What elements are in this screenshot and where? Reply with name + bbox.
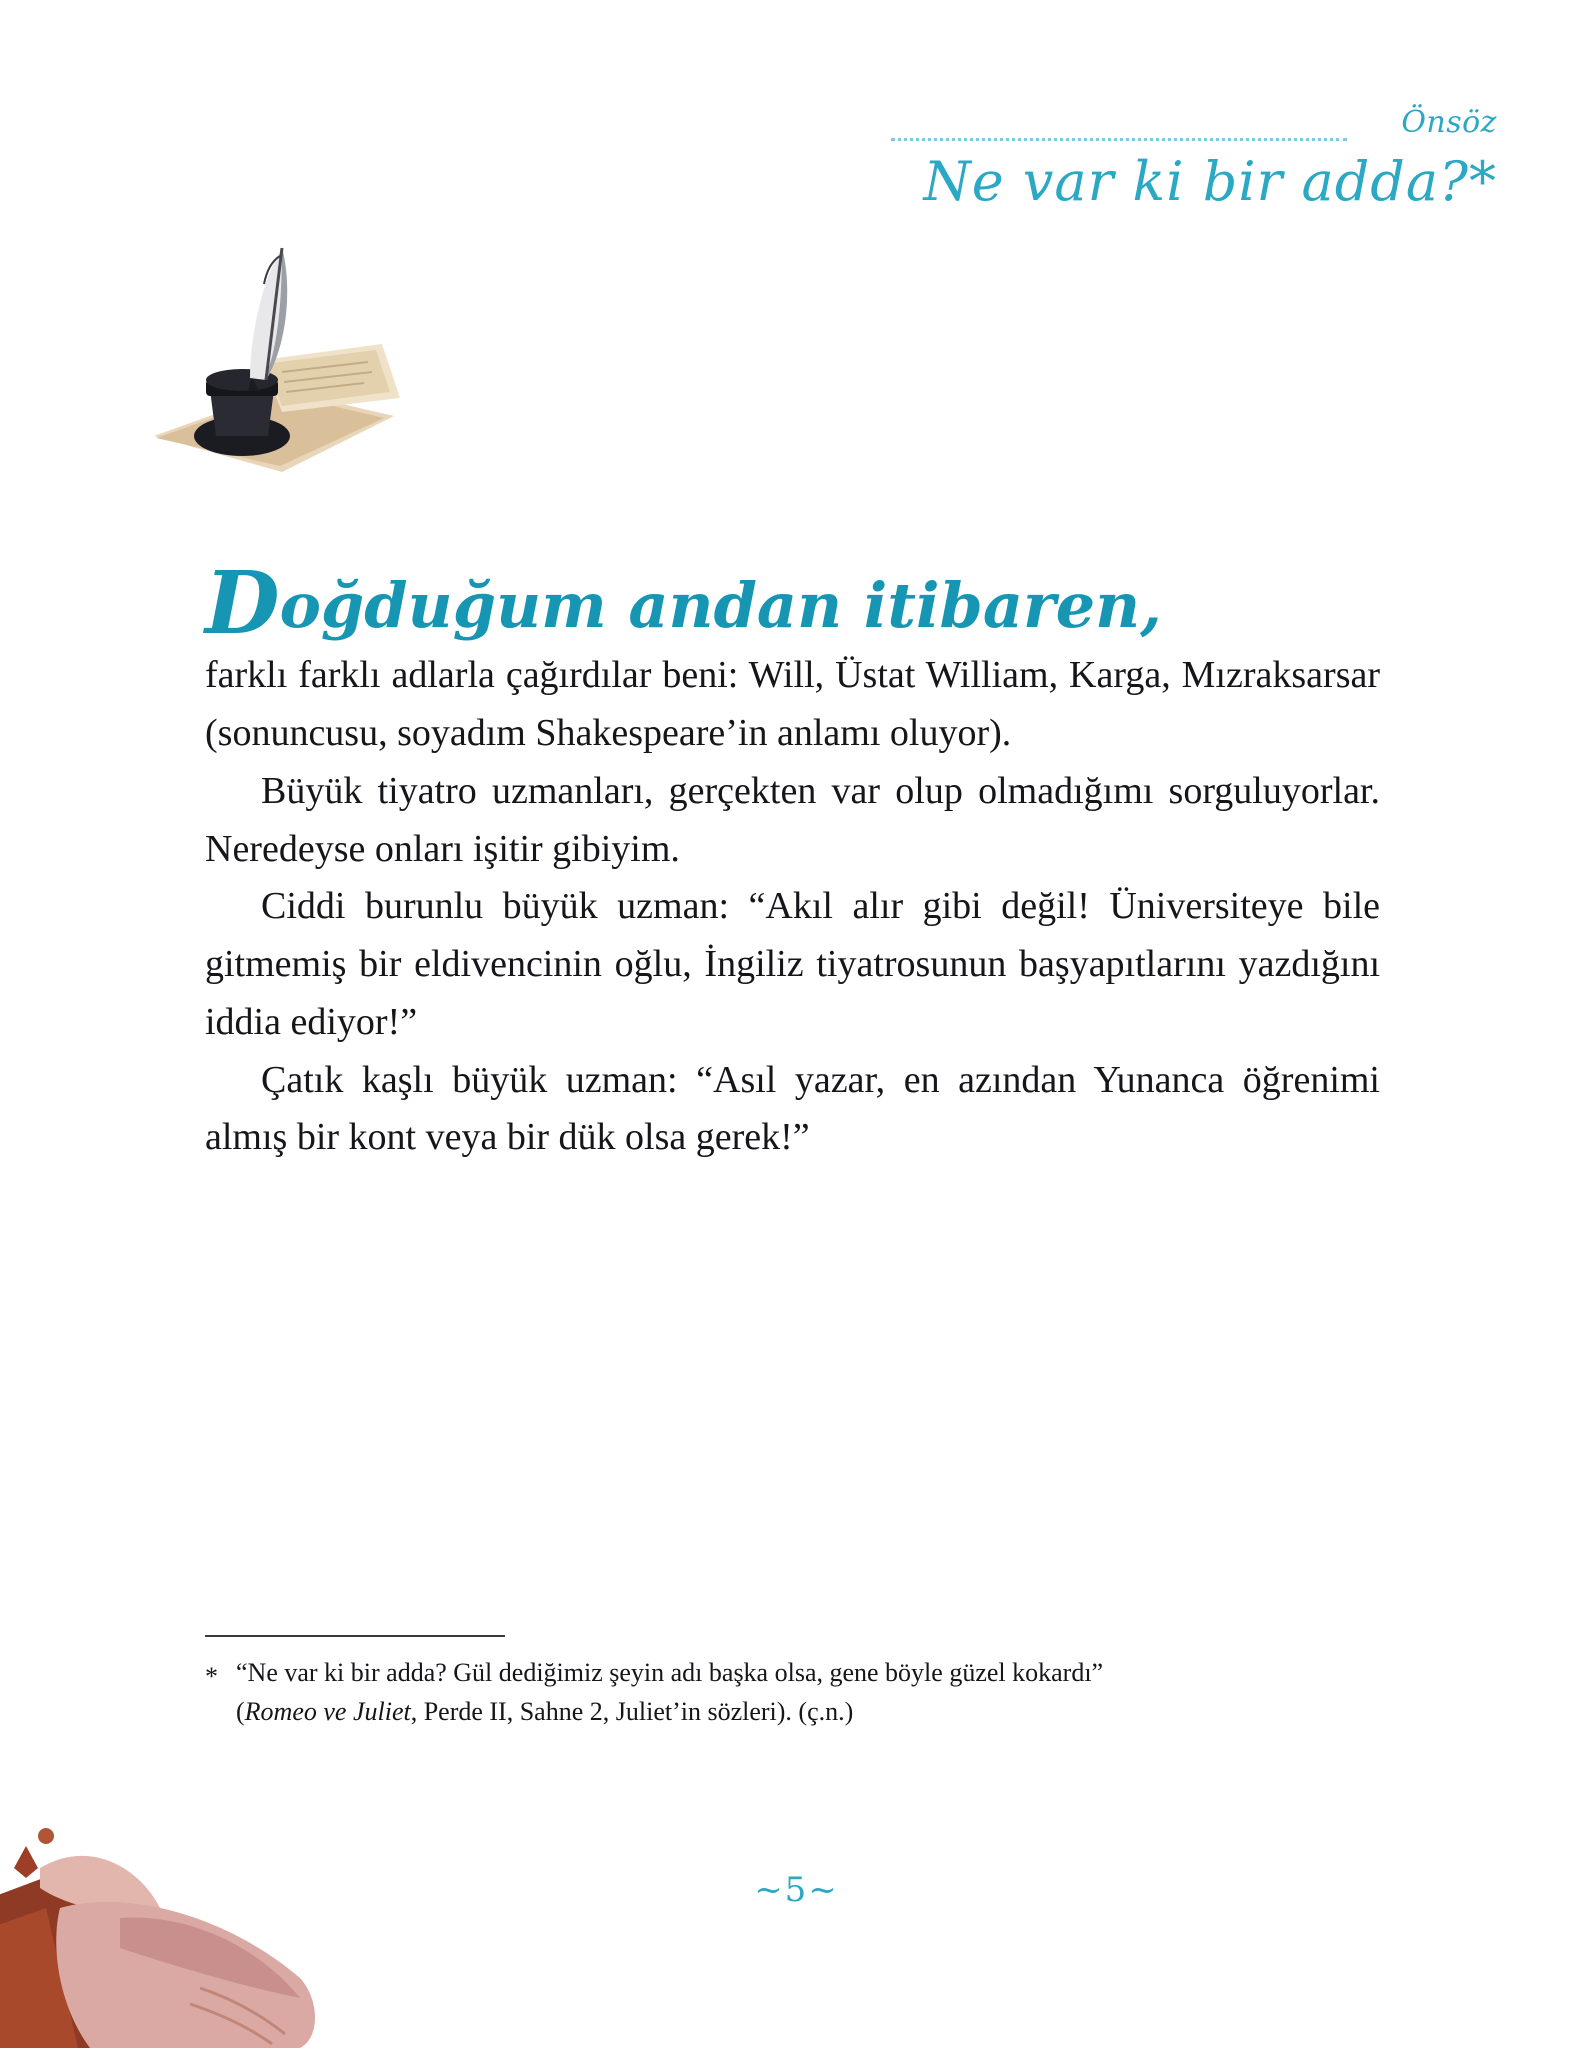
footnote-marker: * [205,1662,218,1691]
paragraph-1: farklı farklı adlarla çağırdılar beni: Will, Üstat William, Karga, Mızraksarsar (sonuncusu, soyadım Shakespeare’in anlamı oluyor). [205,654,1380,755]
quill-and-inkwell-illustration [132,240,402,500]
footnote-divider [205,1635,505,1637]
footnote-text [236,1653,1103,1731]
drop-cap: D [205,553,280,654]
footnote [205,1635,1380,1731]
paragraph-2: Büyük tiyatro uzmanları, gerçekten var olup olmadığımı sorguluyorlar. Neredeyse onları işitir gibiyim. [205,769,1380,870]
footnote-work-title: Romeo ve Juliet [244,1697,411,1726]
footnote-line-2 [236,1692,1103,1731]
opening-line [205,553,1380,654]
opening-line-rest: oğduğum andan itibaren, [279,569,1162,642]
footnote-line-2-post: , Perde II, Sahne 2, Juliet’in sözleri). (ç.n.) [410,1697,854,1726]
footnote-line-2-pre: ( [236,1697,245,1726]
section-kicker: Önsöz [1401,105,1497,140]
footnote-line-1: “Ne var ki bir adda? Gül dediğimiz şeyin adı başka olsa, gene böyle güzel kokardı” [236,1658,1104,1687]
page-number: ~5~ [754,1870,839,1910]
dotted-divider [891,138,1347,141]
body-content [205,553,1380,1167]
page-title: Ne var ki bir adda?* [923,150,1497,213]
paragraph-4: Çatık kaşlı büyük uzman: “Asıl yazar, en azından Yunanca öğrenimi almış bir kont veya bir dük olsa gerek!” [205,1058,1380,1159]
paragraph-3: Ciddi burunlu büyük uzman: “Akıl alır gibi değil! Üniversiteye bile gitmemiş bir eldivencinin oğlu, İngiliz tiyatrosunun başyapıtlarını yazdığını iddia ediyor!” [205,885,1380,1043]
page-header [877,105,1497,213]
